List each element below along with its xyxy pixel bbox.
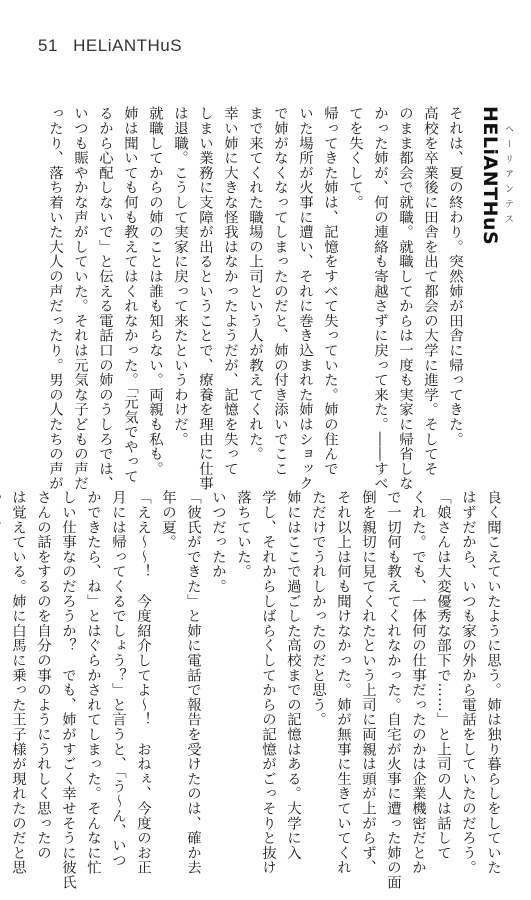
chapter-title (465, 106, 515, 356)
page-header (38, 36, 192, 56)
body-text-lower: 良く聞こえていたように思う。姉は独り暮らしをしていた はずだから、いつも家の外から電話をしていたのだろう。 「娘さんは大変優秀な部下で……」と上司の人は話して くれた。でも、一体何の仕事だったのかは企業機密だとか で一切何も教えてくれなかった。自宅が火事に遭った姉の面 倒を親切に見てくれたという上司に両親は頭が上がらず、 それ以上は何も聞けなかった。姉が無事に生きていてくれ ただけでうれしかったのだと思う。 姉にはここで過ごした高校までの記憶はある。大学に入 学し、それからしばらくしてからの記憶がごっそりと抜け 落ちていた。 いつだったか。 「彼氏ができた」と姉に電話で報告を受けたのは、確か去 年の夏。 「ええ～～！ 今度紹介してよ～！ おねぇ、今度のお正 月には帰ってくるでしょう？」と言うと、「う～ん、いつ かできたら、ね」とはぐらかされてしまった。そんなに忙 しい仕事なのだろうか？ でも、姉がすごく幸せそうに彼氏 さんの話をするのを自分の事のようにうれしく思ったの は覚えている。姉に白馬に乗った王子様が現れたのだと思 (10, 490, 501, 890)
page-number: 51 (38, 36, 58, 55)
running-title: HELiANTHuS (73, 36, 183, 55)
chapter-title-ruby: ヘーリアンテス (503, 124, 513, 229)
body-text-upper: それは、夏の終わり。突然姉が田舎に帰ってきた。 高校を卒業後に田舎を出て都会の大学に進学。そしてそ のまま都会で就職。就職してからは一度も実家に帰省しな かった姉が、何の連絡も寄越さずに戻って来た。――すべ てを失くして。 帰ってきた姉は、記憶をすべて失っていた。姉の住んで いた場所が火事に遭い、それに巻き込まれた姉はショック で姉がなくなってしまったのだと、姉の付き添いでここ まで来てくれた職場の上司という人が教えてくれた。 幸い姉に大きな怪我はなかったようだが、記憶を失って しまい業務に支障が出るということで、療養を理由に仕事 は退職。こうして実家に戻って来たというわけだ。 就職してからの姉のことは誰も知らない。両親も私も。 姉は聞いても何も教えてはくれなかった。「元気でやって るから心配しないで」と伝える電話口の姉のうしろでは、 いつも賑やかな声がしていた。それは元気な子どもの声だ ったり、落ち着いた大人の声だったり。男の人たちの声が (47, 106, 463, 491)
chapter-title-text: HELiANTHuS (479, 106, 501, 246)
